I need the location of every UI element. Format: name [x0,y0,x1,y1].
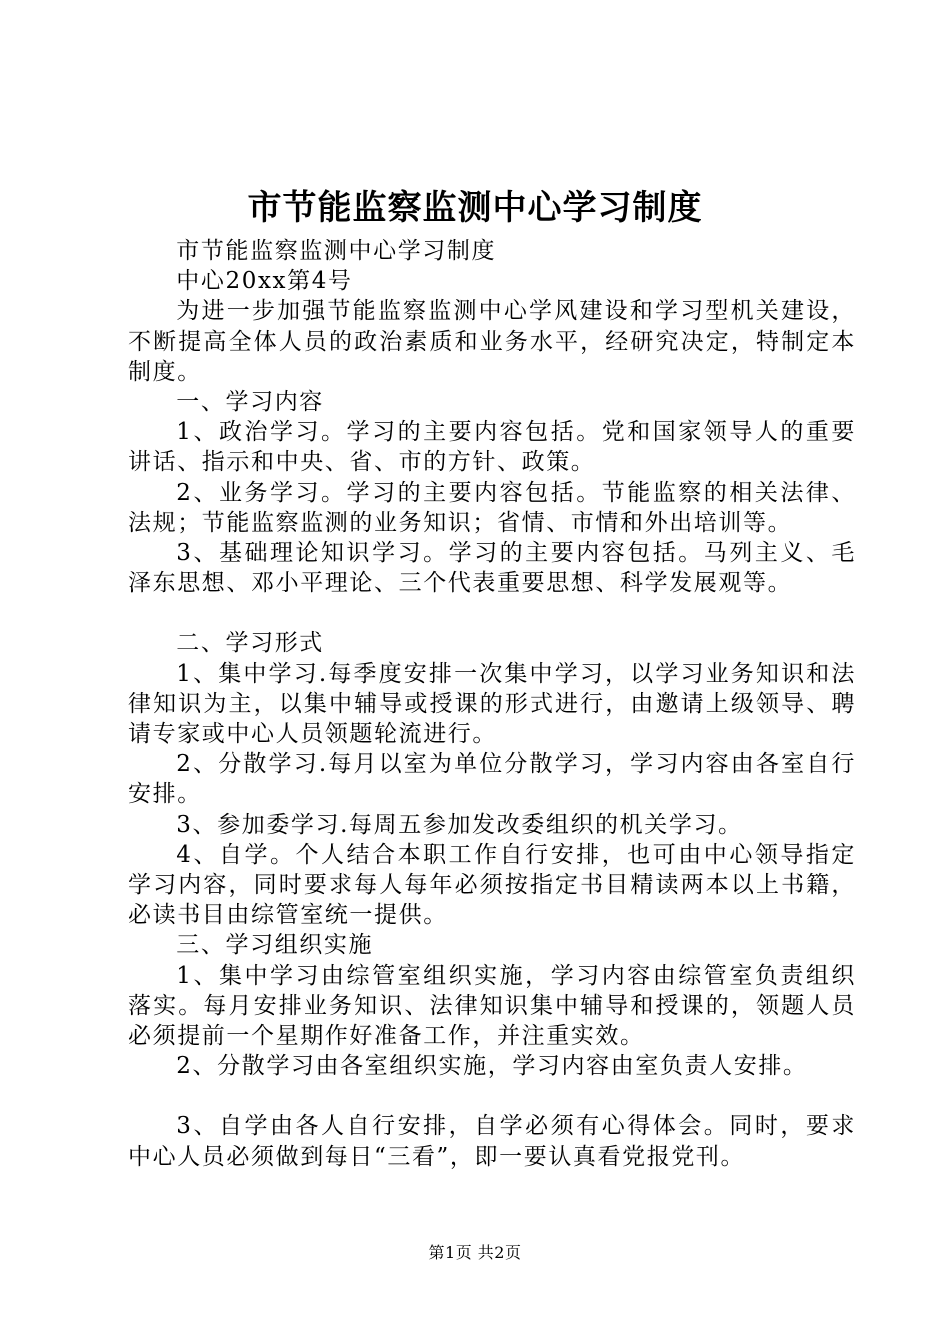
paragraph-item: 1、集中学习由综管室组织实施，学习内容由综管室负责组织落实。每月安排业务知识、法律知识集中辅导和授课的，领题人员必须提前一个星期作好准备工作，并注重实效。 [128,962,856,1050]
paragraph-intro: 为进一步加强节能监察监测中心学风建设和学习型机关建设，不断提高全体人员的政治素质和业务水平，经研究决定，特制定本制度。 [128,298,856,385]
paragraph-item: 3、参加委学习.每周五参加发改委组织的机关学习。 [176,811,743,838]
page-footer: 第1页 共2页 [428,1243,522,1262]
document-title: 市节能监察监测中心学习制度 [247,188,703,228]
paragraph-item: 1、集中学习.每季度安排一次集中学习，以学习业务知识和法律知识为主，以集中辅导或授课的形式进行，由邀请上级领导、聘请专家或中心人员领题轮流进行。 [128,660,856,748]
section-heading-content: 一、学习内容 [176,389,324,416]
paragraph-item: 3、基础理论知识学习。学习的主要内容包括。马列主义、毛泽东思想、邓小平理论、三个代表重要思想、科学发展观等。 [128,540,856,597]
document-body [128,236,856,1172]
blank-line [128,1081,856,1111]
paragraph-item: 4、自学。个人结合本职工作自行安排，也可由中心领导指定学习内容，同时要求每人每年必须按指定书目精读两本以上书籍，必读书目由综管室统一提供。 [128,841,856,929]
paragraph-doc-number: 中心20xx第4号 [176,268,353,295]
paragraph-item: 2、分散学习.每月以室为单位分散学习，学习内容由各室自行安排。 [128,751,856,808]
section-heading-form: 二、学习形式 [176,630,324,657]
paragraph-item: 3、自学由各人自行安排，自学必须有心得体会。同时，要求中心人员必须做到每日“三看”，即一要认真看党报党刊。 [128,1113,856,1170]
paragraph-item: 1、政治学习。学习的主要内容包括。党和国家领导人的重要讲话、指示和中央、省、市的方针、政策。 [128,419,856,476]
blank-line [128,598,856,628]
paragraph-item: 2、业务学习。学习的主要内容包括。节能监察的相关法律、法规；节能监察监测的业务知识；省情、市情和外出培训等。 [128,479,856,536]
section-heading-implementation: 三、学习组织实施 [176,932,374,959]
paragraph-item: 2、分散学习由各室组织实施，学习内容由室负责人安排。 [176,1053,808,1080]
paragraph-heading-repeat: 市节能监察监测中心学习制度 [176,238,497,264]
